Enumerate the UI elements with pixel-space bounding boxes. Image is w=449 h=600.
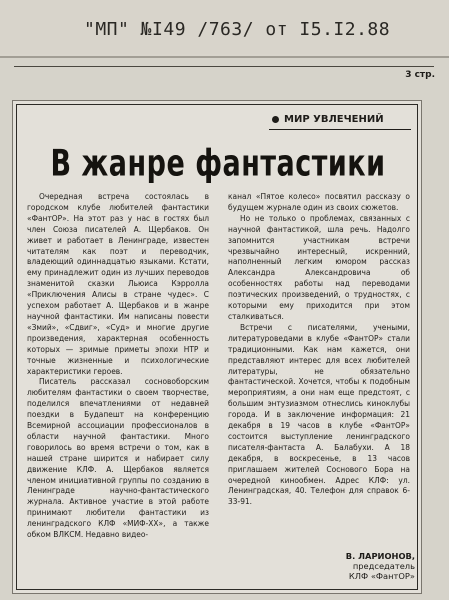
author-title: председатель <box>352 561 415 571</box>
rubric-label: МИР УВЛЕЧЕНИЙ <box>284 114 384 125</box>
article-frame <box>16 104 418 590</box>
paragraph: Очередная встреча состоялась в городском клубе любителей фантастики «ФантОР». На этот раз у нас в гостях был член Союза писателей А. Щербаков. Он живет и работает в Ленинграде, известен читателям как поэт и переводчик, владеющий одиннадцатью языками. Кстати, ему принадлежит один из лучших переводов знаменитой сказки Льюиса Кэрролла «Приключения Алисы в стране чудес». С успехом работает А. Щербаков и в жанре научной фантастики. Им написаны повести «Змий», «Сдвиг», «Суд» и многие другие произведения, характерная особенность которых — зримые приметы эпохи НТР и точные жизненные и психологические характеристики героев. <box>27 191 209 376</box>
left-column <box>27 191 209 540</box>
page-number: 3 стр. <box>405 70 435 80</box>
rubric-underline <box>269 129 411 130</box>
paragraph: канал «Пятое колесо» посвятил рассказу о будущем журнале один из своих сюжетов. <box>228 191 410 212</box>
top-rule <box>14 66 434 67</box>
article-clipping <box>12 100 422 594</box>
author-club: КЛФ «ФантОР» <box>348 571 415 581</box>
author-signature <box>297 551 415 581</box>
typed-reference-line: "МП" №I49 /763/ от I5.I2.88 <box>84 19 391 40</box>
right-column <box>228 191 410 507</box>
rubric <box>272 114 412 125</box>
author-name: В. ЛАРИОНОВ, <box>345 551 415 561</box>
paragraph: Писатель рассказал сосновоборским любителям фантастики о своем творчестве, поделился впечатлениями от недавней поездки в Будапешт на конференцию Всемирной ассоциации профессионалов в области научной фантастики. Много говорилось во время встречи о том, как в нашей стране ширится и набирает силу движение КЛФ. А. Щербаков является членом инициативной группы по созданию в Ленинграде научно-фантастического журнала. Активное участие в этой работе принимают любители фантастики из ленинградского КЛФ «МИФ-ХХ», а также обком ВЛКСМ. Недавно видео- <box>27 376 209 540</box>
paragraph: Встречи с писателями, учеными, литературоведами в клубе «ФантОР» стали традиционными. Как нам кажется, они представляют интерес для всех любителей литературы, не обязательно фантастической. Хочется, чтобы к подобным мероприятиям, а они нам еще предстоят, с большим энтузиазмом отнеслись киноклубы города. И в заключение информация: 21 декабря в 19 часов в клубе «ФантОР» состоится выступление ленинградского писателя-фантаста А. Балабухи. А 18 декабря, в воскресенье, в 13 часов приглашаем жителей Соснового Бора на очередной кинообмен. Адрес КЛФ: ул. Ленинградская, 40. Телефон для справок 6-33-91. <box>228 321 410 507</box>
bullet-icon <box>272 116 279 123</box>
article-headline: В жанре фантастики <box>50 143 386 185</box>
header-strip <box>0 0 449 54</box>
paragraph: Но не только о проблемах, связанных с научной фантастикой, шла речь. Надолго запомнится участникам встречи чрезвычайно интересный, искренний, наполненный легким юмором рассказ Александра Александровича об особенностях работы над переводами поэтических произведений, о трудностях, с которыми ему приходится при этом сталкиваться. <box>228 212 410 321</box>
